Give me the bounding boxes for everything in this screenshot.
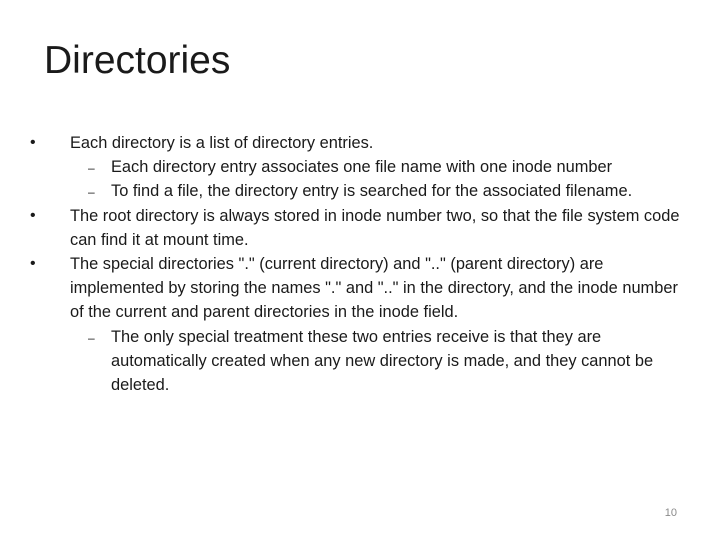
sub-bullet-text: The only special treatment these two entries receive is that they are automatically created when any new directory is made, and they cannot be deleted. (111, 327, 654, 395)
sub-bullet-marker: – (88, 185, 95, 200)
bullet-item (30, 252, 690, 325)
bullet-text: Each directory is a list of directory entries. (70, 134, 374, 152)
bullet-item (30, 204, 690, 252)
sub-bullet-marker: – (88, 330, 95, 345)
bullet-marker: • (30, 206, 36, 224)
slide-body (30, 131, 690, 397)
bullet-item (30, 131, 690, 155)
slide-title: Directories (44, 39, 231, 82)
bullet-marker: • (30, 255, 36, 273)
page-number: 10 (664, 507, 677, 519)
sub-bullet-item (30, 179, 690, 203)
bullet-text: The root directory is always stored in inode number two, so that the file system code can find it at mount time. (70, 206, 680, 249)
sub-bullet-text: To find a file, the directory entry is searched for the associated filename. (111, 182, 633, 201)
sub-bullet-marker: – (88, 161, 95, 176)
sub-bullet-item (30, 325, 690, 398)
sub-bullet-text: Each directory entry associates one file name with one inode number (111, 158, 613, 177)
bullet-text: The special directories "." (current directory) and ".." (parent directory) are implemented by storing the names "." and ".." in the directory, and the inode number of the current and parent directories in the inode field. (70, 255, 678, 322)
bullet-marker: • (30, 134, 36, 151)
sub-bullet-item (30, 155, 690, 179)
